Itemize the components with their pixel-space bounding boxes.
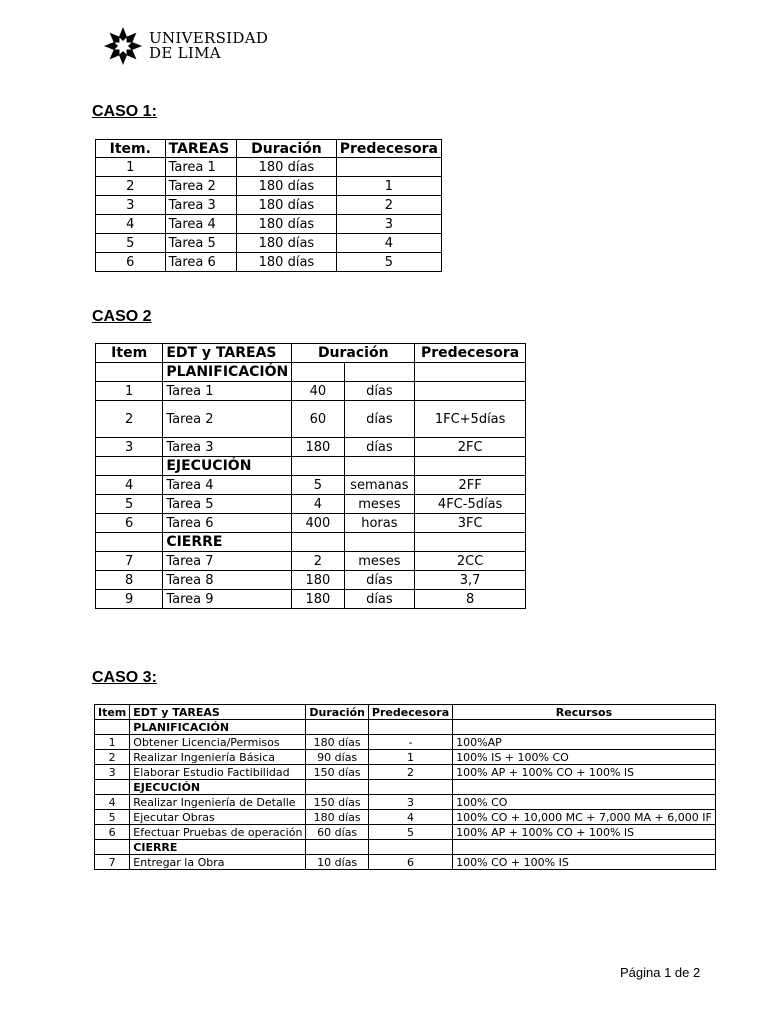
cell-duration: 180 días: [237, 177, 337, 196]
col-header-duracion: Duración: [292, 344, 415, 363]
cell-item: 1: [95, 735, 130, 750]
cell-resources: 100% CO + 100% IS: [453, 855, 716, 870]
cell-predecessor: 1: [368, 750, 452, 765]
cell-duration-value: 400: [292, 514, 344, 533]
cell-duration-value: 4: [292, 495, 344, 514]
cell-item: 2: [96, 401, 163, 438]
table-row: [96, 253, 442, 272]
table-row: [96, 590, 526, 609]
table-row: [96, 571, 526, 590]
university-emblem-icon: [103, 26, 143, 66]
cell-task: Efectuar Pruebas de operación: [130, 825, 306, 840]
table-row: [96, 382, 526, 401]
cell-item: 6: [96, 253, 166, 272]
cell-duration-unit: días: [344, 571, 415, 590]
cell-task: Tarea 8: [163, 571, 292, 590]
cell-duration-value: 5: [292, 476, 344, 495]
cell-resources: 100% AP + 100% CO + 100% IS: [453, 825, 716, 840]
cell-duration: 180 días: [237, 234, 337, 253]
cell-predecessor: [336, 158, 441, 177]
cell-item: 6: [95, 825, 130, 840]
cell-item: 3: [96, 196, 166, 215]
logo-line-1: UNIVERSIDAD: [149, 29, 269, 47]
table-row: [96, 158, 442, 177]
table-row: [96, 476, 526, 495]
cell-item: 5: [95, 810, 130, 825]
cell-item: 3: [96, 438, 163, 457]
cell-item: 2: [95, 750, 130, 765]
cell-resources: 100% CO + 10,000 MC + 7,000 MA + 6,000 IF: [453, 810, 716, 825]
logo-line-2: DE LIMA: [149, 44, 221, 62]
cell-task: Tarea 4: [165, 215, 237, 234]
cell-predecessor: [415, 382, 526, 401]
cell-item: 5: [96, 495, 163, 514]
table-row: [96, 438, 526, 457]
section-row: [95, 840, 716, 855]
table-row: [96, 514, 526, 533]
cell-predecessor: 5: [368, 825, 452, 840]
col-header-edt-tareas: EDT y TAREAS: [130, 705, 306, 720]
cell-task: Tarea 2: [165, 177, 237, 196]
cell-duration: 90 días: [306, 750, 369, 765]
cell-resources: 100%AP: [453, 735, 716, 750]
cell-duration-unit: días: [344, 401, 415, 438]
cell-predecessor: 4: [336, 234, 441, 253]
table-row: [95, 750, 716, 765]
cell-duration: 10 días: [306, 855, 369, 870]
section-label: CIERRE: [163, 533, 292, 552]
cell-item: 9: [96, 590, 163, 609]
table-header-row: [96, 344, 526, 363]
cell-duration: 180 días: [306, 810, 369, 825]
table-row: [96, 234, 442, 253]
cell-task: Tarea 6: [163, 514, 292, 533]
caso1-title: CASO 1:: [92, 103, 157, 120]
table-header-row: [96, 140, 442, 158]
cell-predecessor: 3FC: [415, 514, 526, 533]
cell-duration: 60 días: [306, 825, 369, 840]
cell-task: Realizar Ingeniería Básica: [130, 750, 306, 765]
cell-task: Ejecutar Obras: [130, 810, 306, 825]
cell-task: Entregar la Obra: [130, 855, 306, 870]
cell-duration-value: 180: [292, 438, 344, 457]
cell-duration-unit: meses: [344, 495, 415, 514]
cell-predecessor: 2FC: [415, 438, 526, 457]
section-row: [95, 780, 716, 795]
cell-item: 2: [96, 177, 166, 196]
col-header-predecesora: Predecesora: [415, 344, 526, 363]
table-row: [96, 215, 442, 234]
cell-duration: 180 días: [237, 253, 337, 272]
cell-duration-unit: meses: [344, 552, 415, 571]
table-row: [95, 855, 716, 870]
col-header-tareas: TAREAS: [165, 140, 237, 158]
col-header-item: Item.: [96, 140, 166, 158]
cell-resources: 100% IS + 100% CO: [453, 750, 716, 765]
cell-item: 8: [96, 571, 163, 590]
col-header-duracion: Duración: [237, 140, 337, 158]
table-row: [96, 177, 442, 196]
cell-predecessor: 4: [368, 810, 452, 825]
cell-predecessor: 2FF: [415, 476, 526, 495]
table-row: [96, 495, 526, 514]
caso3-table: [94, 704, 716, 870]
col-header-item: Item: [95, 705, 130, 720]
cell-duration-value: 40: [292, 382, 344, 401]
cell-item: 5: [96, 234, 166, 253]
cell-predecessor: 6: [368, 855, 452, 870]
section-label: PLANIFICACIÓN: [130, 720, 306, 735]
caso3-title: CASO 3:: [92, 669, 157, 686]
cell-duration-unit: días: [344, 438, 415, 457]
cell-duration-unit: días: [344, 382, 415, 401]
cell-item: 1: [96, 382, 163, 401]
table-row: [96, 196, 442, 215]
section-row: [96, 457, 526, 476]
cell-task: Tarea 5: [165, 234, 237, 253]
col-header-recursos: Recursos: [453, 705, 716, 720]
col-header-predecesora: Predecesora: [368, 705, 452, 720]
logo-wordmark: [149, 31, 268, 61]
cell-predecessor: 5: [336, 253, 441, 272]
table-row: [95, 810, 716, 825]
cell-task: Tarea 1: [163, 382, 292, 401]
cell-predecessor: 1: [336, 177, 441, 196]
cell-item: 6: [96, 514, 163, 533]
cell-item: 4: [96, 476, 163, 495]
caso2-title: CASO 2: [92, 308, 152, 325]
cell-task: Tarea 3: [165, 196, 237, 215]
cell-task: Tarea 4: [163, 476, 292, 495]
cell-resources: 100% CO: [453, 795, 716, 810]
cell-duration: 150 días: [306, 795, 369, 810]
section-label: CIERRE: [130, 840, 306, 855]
section-label: EJECUCIÓN: [163, 457, 292, 476]
cell-item: 7: [96, 552, 163, 571]
university-logo: [103, 26, 268, 66]
table-header-row: [95, 705, 716, 720]
section-row: [95, 720, 716, 735]
cell-duration: 150 días: [306, 765, 369, 780]
cell-predecessor: 2: [368, 765, 452, 780]
cell-task: Tarea 5: [163, 495, 292, 514]
table-row: [95, 765, 716, 780]
caso2-table: [95, 343, 526, 609]
section-label: EJECUCIÓN: [130, 780, 306, 795]
cell-duration-unit: horas: [344, 514, 415, 533]
col-header-duracion: Duración: [306, 705, 369, 720]
caso1-table: [95, 139, 442, 272]
cell-task: Tarea 9: [163, 590, 292, 609]
cell-item: 1: [96, 158, 166, 177]
col-header-predecesora: Predecesora: [336, 140, 441, 158]
cell-task: Realizar Ingeniería de Detalle: [130, 795, 306, 810]
cell-predecessor: 1FC+5días: [415, 401, 526, 438]
cell-task: Elaborar Estudio Factibilidad: [130, 765, 306, 780]
cell-item: 4: [96, 215, 166, 234]
cell-duration: 180 días: [237, 215, 337, 234]
cell-task: Tarea 6: [165, 253, 237, 272]
cell-task: Tarea 3: [163, 438, 292, 457]
table-row: [95, 825, 716, 840]
cell-predecessor: 4FC-5días: [415, 495, 526, 514]
table-row: [95, 795, 716, 810]
cell-duration-value: 180: [292, 571, 344, 590]
cell-item: 3: [95, 765, 130, 780]
cell-predecessor: 8: [415, 590, 526, 609]
col-header-item: Item: [96, 344, 163, 363]
cell-duration-unit: días: [344, 590, 415, 609]
cell-task: Tarea 2: [163, 401, 292, 438]
cell-predecessor: 2: [336, 196, 441, 215]
cell-predecessor: 3,7: [415, 571, 526, 590]
cell-predecessor: 3: [368, 795, 452, 810]
cell-task: Obtener Licencia/Permisos: [130, 735, 306, 750]
cell-item: 4: [95, 795, 130, 810]
cell-duration-value: 60: [292, 401, 344, 438]
page-number: Página 1 de 2: [620, 965, 701, 980]
cell-duration-value: 180: [292, 590, 344, 609]
section-row: [96, 533, 526, 552]
col-header-edt-tareas: EDT y TAREAS: [163, 344, 292, 363]
section-label: PLANIFICACIÓN: [163, 363, 292, 382]
table-row: [96, 552, 526, 571]
cell-duration: 180 días: [237, 196, 337, 215]
cell-predecessor: 2CC: [415, 552, 526, 571]
cell-predecessor: -: [368, 735, 452, 750]
cell-duration: 180 días: [237, 158, 337, 177]
table-row: [95, 735, 716, 750]
cell-task: Tarea 1: [165, 158, 237, 177]
cell-duration-unit: semanas: [344, 476, 415, 495]
cell-predecessor: 3: [336, 215, 441, 234]
table-row: [96, 401, 526, 438]
cell-task: Tarea 7: [163, 552, 292, 571]
cell-duration: 180 días: [306, 735, 369, 750]
cell-resources: 100% AP + 100% CO + 100% IS: [453, 765, 716, 780]
cell-item: 7: [95, 855, 130, 870]
section-row: [96, 363, 526, 382]
cell-duration-value: 2: [292, 552, 344, 571]
